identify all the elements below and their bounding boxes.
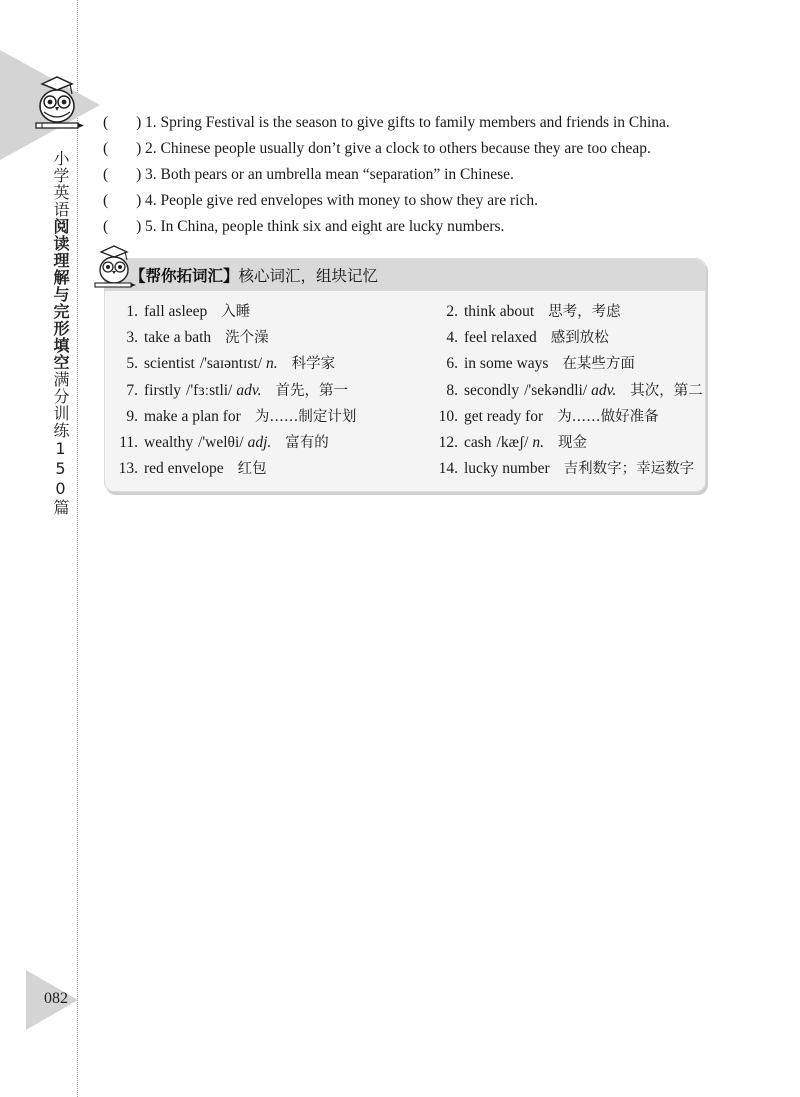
owl-mascot-icon bbox=[28, 72, 86, 134]
question-item bbox=[103, 140, 763, 166]
question-text: 2. Chinese people usually don’t give a clock to others because they are too cheap. bbox=[145, 140, 651, 157]
page-number: 082 bbox=[44, 990, 68, 1007]
answer-bracket[interactable]: ( ) bbox=[103, 140, 142, 157]
vocabulary-list bbox=[113, 300, 703, 483]
question-text: 4. People give red envelopes with money to show they are rich. bbox=[145, 192, 538, 209]
question-item bbox=[103, 218, 763, 244]
vocab-item: 12. cash /kæʃ/ n. 现金 bbox=[438, 433, 588, 451]
vocab-item: 8. secondly /'sekəndli/ adv. 其次，第二 bbox=[446, 381, 703, 399]
vocab-item: 7. firstly /'fɜːstli/ adv. 首先，第一 bbox=[126, 381, 348, 399]
answer-bracket[interactable]: ( ) bbox=[103, 192, 142, 209]
vocab-item: 5. scientist /'saɪəntɪst/ n. 科学家 bbox=[126, 355, 336, 373]
series-title-part-1: 小学英语 bbox=[51, 150, 70, 218]
answer-bracket[interactable]: ( ) bbox=[103, 114, 142, 131]
question-text: 1. Spring Festival is the season to give gifts to family members and friends in China. bbox=[145, 114, 670, 131]
vocabulary-title bbox=[130, 264, 378, 286]
series-title-part-bold: 阅读理解与完形填空 bbox=[51, 218, 70, 371]
question-text: 5. In China, people think six and eight are lucky numbers. bbox=[145, 218, 505, 235]
question-item bbox=[103, 114, 763, 140]
vocab-item: 3. take a bath 洗个澡 bbox=[126, 329, 269, 347]
answer-bracket[interactable]: ( ) bbox=[103, 166, 142, 183]
vocab-item: 9. make a plan for 为……制定计划 bbox=[126, 407, 357, 425]
vocab-item: 14. lucky number 吉利数字；幸运数字 bbox=[438, 460, 695, 478]
answer-bracket[interactable]: ( ) bbox=[103, 218, 142, 235]
vocab-item: 6. in some ways 在某些方面 bbox=[446, 355, 635, 373]
question-item bbox=[103, 166, 763, 192]
question-list bbox=[103, 114, 763, 244]
margin-dotted-line bbox=[77, 0, 78, 1097]
vocab-item: 13. red envelope 红包 bbox=[118, 460, 267, 478]
vocab-item: 4. feel relaxed 感到放松 bbox=[446, 329, 609, 347]
vocab-item: 11. wealthy /'welθi/ adj. 富有的 bbox=[119, 433, 329, 451]
vocabulary-section-label: 【帮你拓词汇】 bbox=[130, 267, 239, 285]
vocab-item: 10. get ready for 为……做好准备 bbox=[438, 407, 659, 425]
series-title bbox=[48, 150, 72, 516]
question-text: 3. Both pears or an umbrella mean “separation” in Chinese. bbox=[145, 166, 514, 183]
question-item bbox=[103, 192, 763, 218]
vocab-item: 2. think about 思考，考虑 bbox=[446, 303, 621, 320]
series-title-part-2: 满分训练150篇 bbox=[51, 371, 70, 516]
vocabulary-subtitle: 核心词汇，组块记忆 bbox=[238, 267, 379, 285]
vocab-item: 1. fall asleep 入睡 bbox=[126, 303, 251, 320]
